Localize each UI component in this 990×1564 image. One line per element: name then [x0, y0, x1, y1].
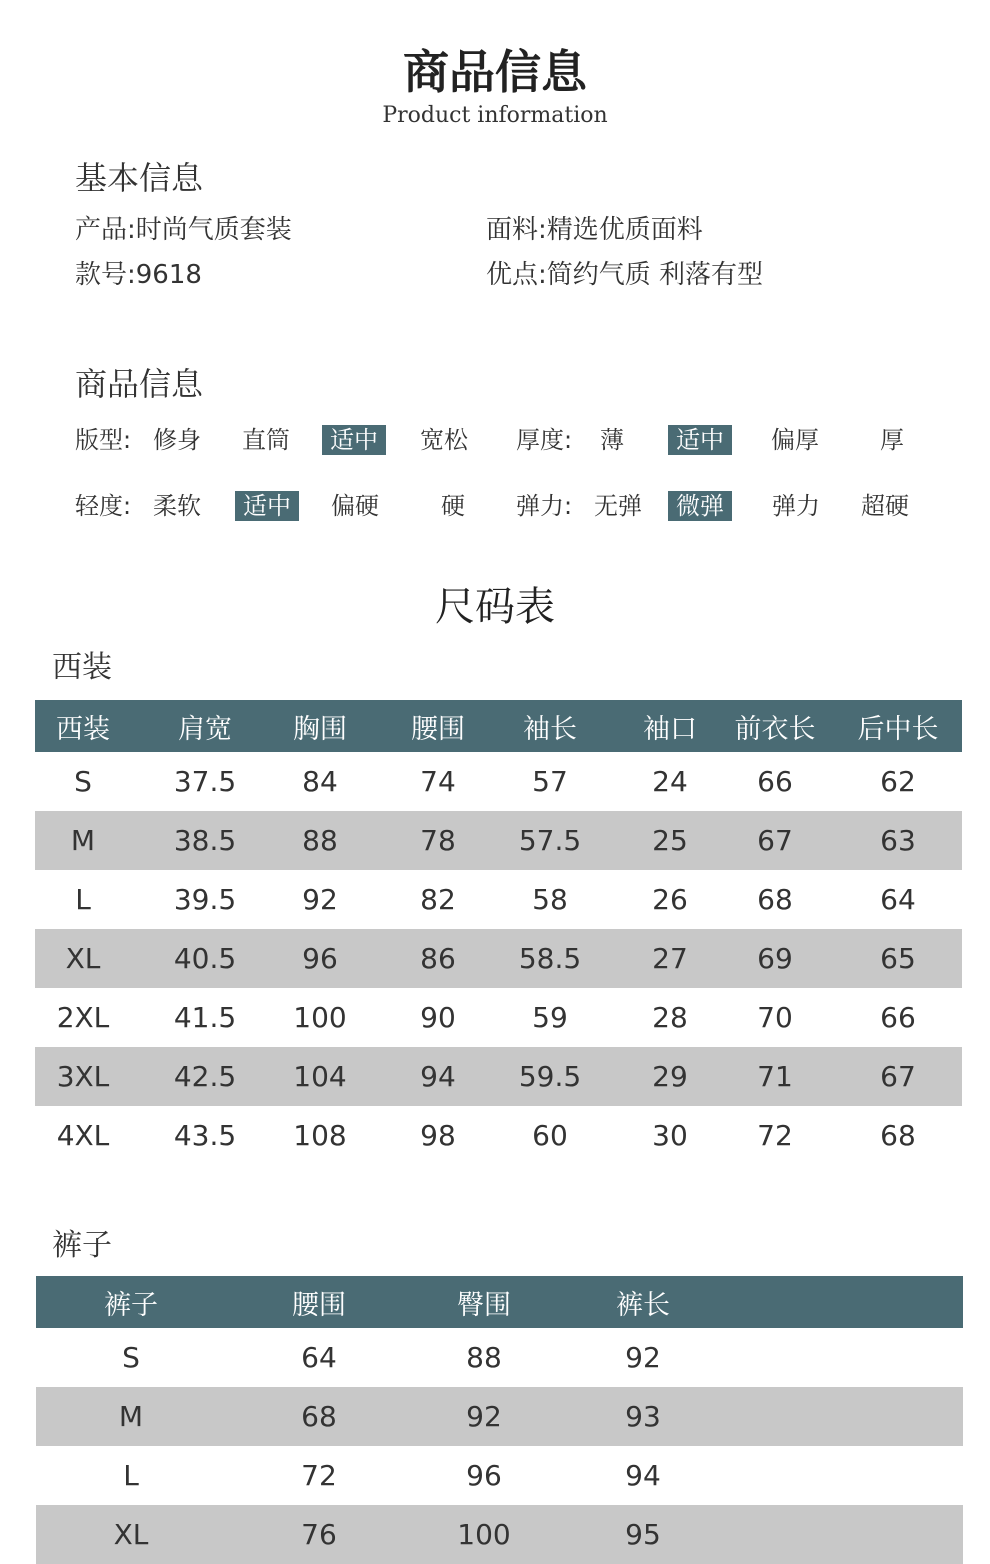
table-cell: 92 — [625, 1341, 661, 1374]
style-number: 款号:9618 — [75, 260, 202, 290]
header-cell: 袖口 — [643, 713, 697, 745]
attribute-option: 偏厚 — [771, 426, 819, 454]
table-cell: 25 — [652, 824, 688, 857]
header-cell: 后中长 — [857, 713, 939, 745]
attribute-label: 轻度: — [75, 492, 132, 520]
table-cell: 59.5 — [518, 1060, 582, 1093]
table-row — [35, 870, 962, 929]
size-label-cell: L — [123, 1459, 139, 1492]
table-cell: 28 — [652, 1001, 688, 1034]
attribute-label: 弹力: — [516, 492, 573, 520]
table-cell: 63 — [880, 824, 916, 857]
table-cell: 67 — [880, 1060, 916, 1093]
table-row — [35, 811, 962, 870]
size-label-cell: 4XL — [56, 1119, 110, 1152]
table-cell: 88 — [466, 1341, 502, 1374]
table-cell: 30 — [652, 1119, 688, 1152]
table-cell: 57 — [532, 765, 568, 798]
size-label-cell: L — [75, 883, 91, 916]
table-cell: 72 — [301, 1459, 337, 1492]
table-header — [35, 700, 962, 752]
table-cell: 68 — [301, 1400, 337, 1433]
table-cell: 57.5 — [518, 824, 582, 857]
table-row — [35, 752, 962, 811]
basic-info-heading: 基本信息 — [75, 159, 204, 197]
size-label-cell: XL — [113, 1518, 149, 1551]
attribute-option: 超硬 — [861, 492, 909, 520]
table-cell: 62 — [880, 765, 916, 798]
header-cell: 胸围 — [293, 713, 347, 745]
header-cell: 袖长 — [523, 713, 577, 745]
table-row — [35, 1106, 962, 1165]
table-cell: 59 — [532, 1001, 568, 1034]
table-cell: 76 — [301, 1518, 337, 1551]
size-label-cell: M — [70, 824, 96, 857]
table-cell: 70 — [757, 1001, 793, 1034]
table-row — [36, 1328, 963, 1387]
table-row — [35, 929, 962, 988]
table-cell: 64 — [880, 883, 916, 916]
table-row — [36, 1446, 963, 1505]
table-row — [35, 1047, 962, 1106]
header-cell: 肩宽 — [178, 713, 232, 745]
attribute-option: 修身 — [153, 426, 201, 454]
table-cell: 78 — [420, 824, 456, 857]
table-cell: 29 — [652, 1060, 688, 1093]
table-cell: 40.5 — [173, 942, 237, 975]
header-cell: 腰围 — [411, 713, 465, 745]
table-cell: 37.5 — [173, 765, 237, 798]
page-title: 商品信息 — [403, 45, 587, 99]
table-cell: 26 — [652, 883, 688, 916]
suit-section-label: 西装 — [52, 650, 112, 685]
table-cell: 93 — [625, 1400, 661, 1433]
table-cell: 94 — [420, 1060, 456, 1093]
header-cell: 裤长 — [616, 1289, 670, 1321]
pants-section-label: 裤子 — [52, 1228, 112, 1263]
size-label-cell: XL — [65, 942, 101, 975]
table-row — [36, 1387, 963, 1446]
table-cell: 74 — [420, 765, 456, 798]
table-cell: 92 — [466, 1400, 502, 1433]
header-cell: 腰围 — [292, 1289, 346, 1321]
size-label-cell: 3XL — [56, 1060, 110, 1093]
attribute-option: 硬 — [441, 492, 465, 520]
size-label-cell: 2XL — [56, 1001, 110, 1034]
table-cell: 66 — [757, 765, 793, 798]
attribute-option: 无弹 — [594, 492, 642, 520]
table-row — [35, 988, 962, 1047]
table-cell: 82 — [420, 883, 456, 916]
table-cell: 69 — [757, 942, 793, 975]
table-cell: 65 — [880, 942, 916, 975]
table-cell: 71 — [757, 1060, 793, 1093]
attribute-label: 厚度: — [516, 426, 573, 454]
table-cell: 108 — [293, 1119, 347, 1152]
attribute-option: 弹力 — [772, 492, 820, 520]
attribute-option: 薄 — [600, 426, 624, 454]
table-cell: 58 — [532, 883, 568, 916]
table-cell: 27 — [652, 942, 688, 975]
header-cell: 臀围 — [457, 1289, 511, 1321]
header-cell: 西装 — [56, 713, 110, 745]
page-subtitle: Product information — [382, 103, 608, 128]
attribute-option: 直筒 — [242, 426, 290, 454]
table-cell: 68 — [757, 883, 793, 916]
table-cell: 41.5 — [173, 1001, 237, 1034]
product-info-heading: 商品信息 — [75, 365, 204, 403]
table-header — [36, 1276, 963, 1328]
table-cell: 90 — [420, 1001, 456, 1034]
header-cell: 前衣长 — [734, 713, 816, 745]
size-label-cell: S — [122, 1341, 140, 1374]
table-cell: 95 — [625, 1518, 661, 1551]
attribute-option: 柔软 — [153, 492, 201, 520]
product-name: 产品:时尚气质套装 — [75, 215, 292, 245]
attribute-option-selected: 适中 — [668, 425, 732, 455]
table-cell: 96 — [302, 942, 338, 975]
table-row — [36, 1505, 963, 1564]
attribute-option-selected: 适中 — [322, 425, 386, 455]
attribute-option: 偏硬 — [331, 492, 379, 520]
attribute-option-selected: 微弹 — [668, 491, 732, 521]
pants-size-table — [36, 1276, 963, 1551]
table-cell: 64 — [301, 1341, 337, 1374]
table-cell: 68 — [880, 1119, 916, 1152]
attribute-option: 宽松 — [420, 426, 468, 454]
table-cell: 100 — [457, 1518, 511, 1551]
table-cell: 100 — [293, 1001, 347, 1034]
table-cell: 88 — [302, 824, 338, 857]
table-cell: 43.5 — [173, 1119, 237, 1152]
attribute-option: 厚 — [880, 426, 904, 454]
size-chart-title: 尺码表 — [435, 584, 555, 630]
table-cell: 96 — [466, 1459, 502, 1492]
table-cell: 39.5 — [173, 883, 237, 916]
table-cell: 86 — [420, 942, 456, 975]
table-cell: 72 — [757, 1119, 793, 1152]
attribute-label: 版型: — [75, 426, 132, 454]
header-cell: 裤子 — [104, 1289, 158, 1321]
table-cell: 24 — [652, 765, 688, 798]
table-cell: 38.5 — [173, 824, 237, 857]
table-cell: 98 — [420, 1119, 456, 1152]
size-label-cell: M — [118, 1400, 144, 1433]
table-cell: 104 — [293, 1060, 347, 1093]
advantage-info: 优点:简约气质 利落有型 — [486, 260, 764, 290]
table-cell: 66 — [880, 1001, 916, 1034]
fabric-info: 面料:精选优质面料 — [486, 215, 703, 245]
table-cell: 58.5 — [518, 942, 582, 975]
table-cell: 92 — [302, 883, 338, 916]
table-cell: 94 — [625, 1459, 661, 1492]
table-cell: 84 — [302, 765, 338, 798]
table-cell: 67 — [757, 824, 793, 857]
size-label-cell: S — [74, 765, 92, 798]
table-cell: 60 — [532, 1119, 568, 1152]
attribute-option-selected: 适中 — [235, 491, 299, 521]
suit-size-table — [35, 700, 962, 1164]
table-cell: 42.5 — [173, 1060, 237, 1093]
